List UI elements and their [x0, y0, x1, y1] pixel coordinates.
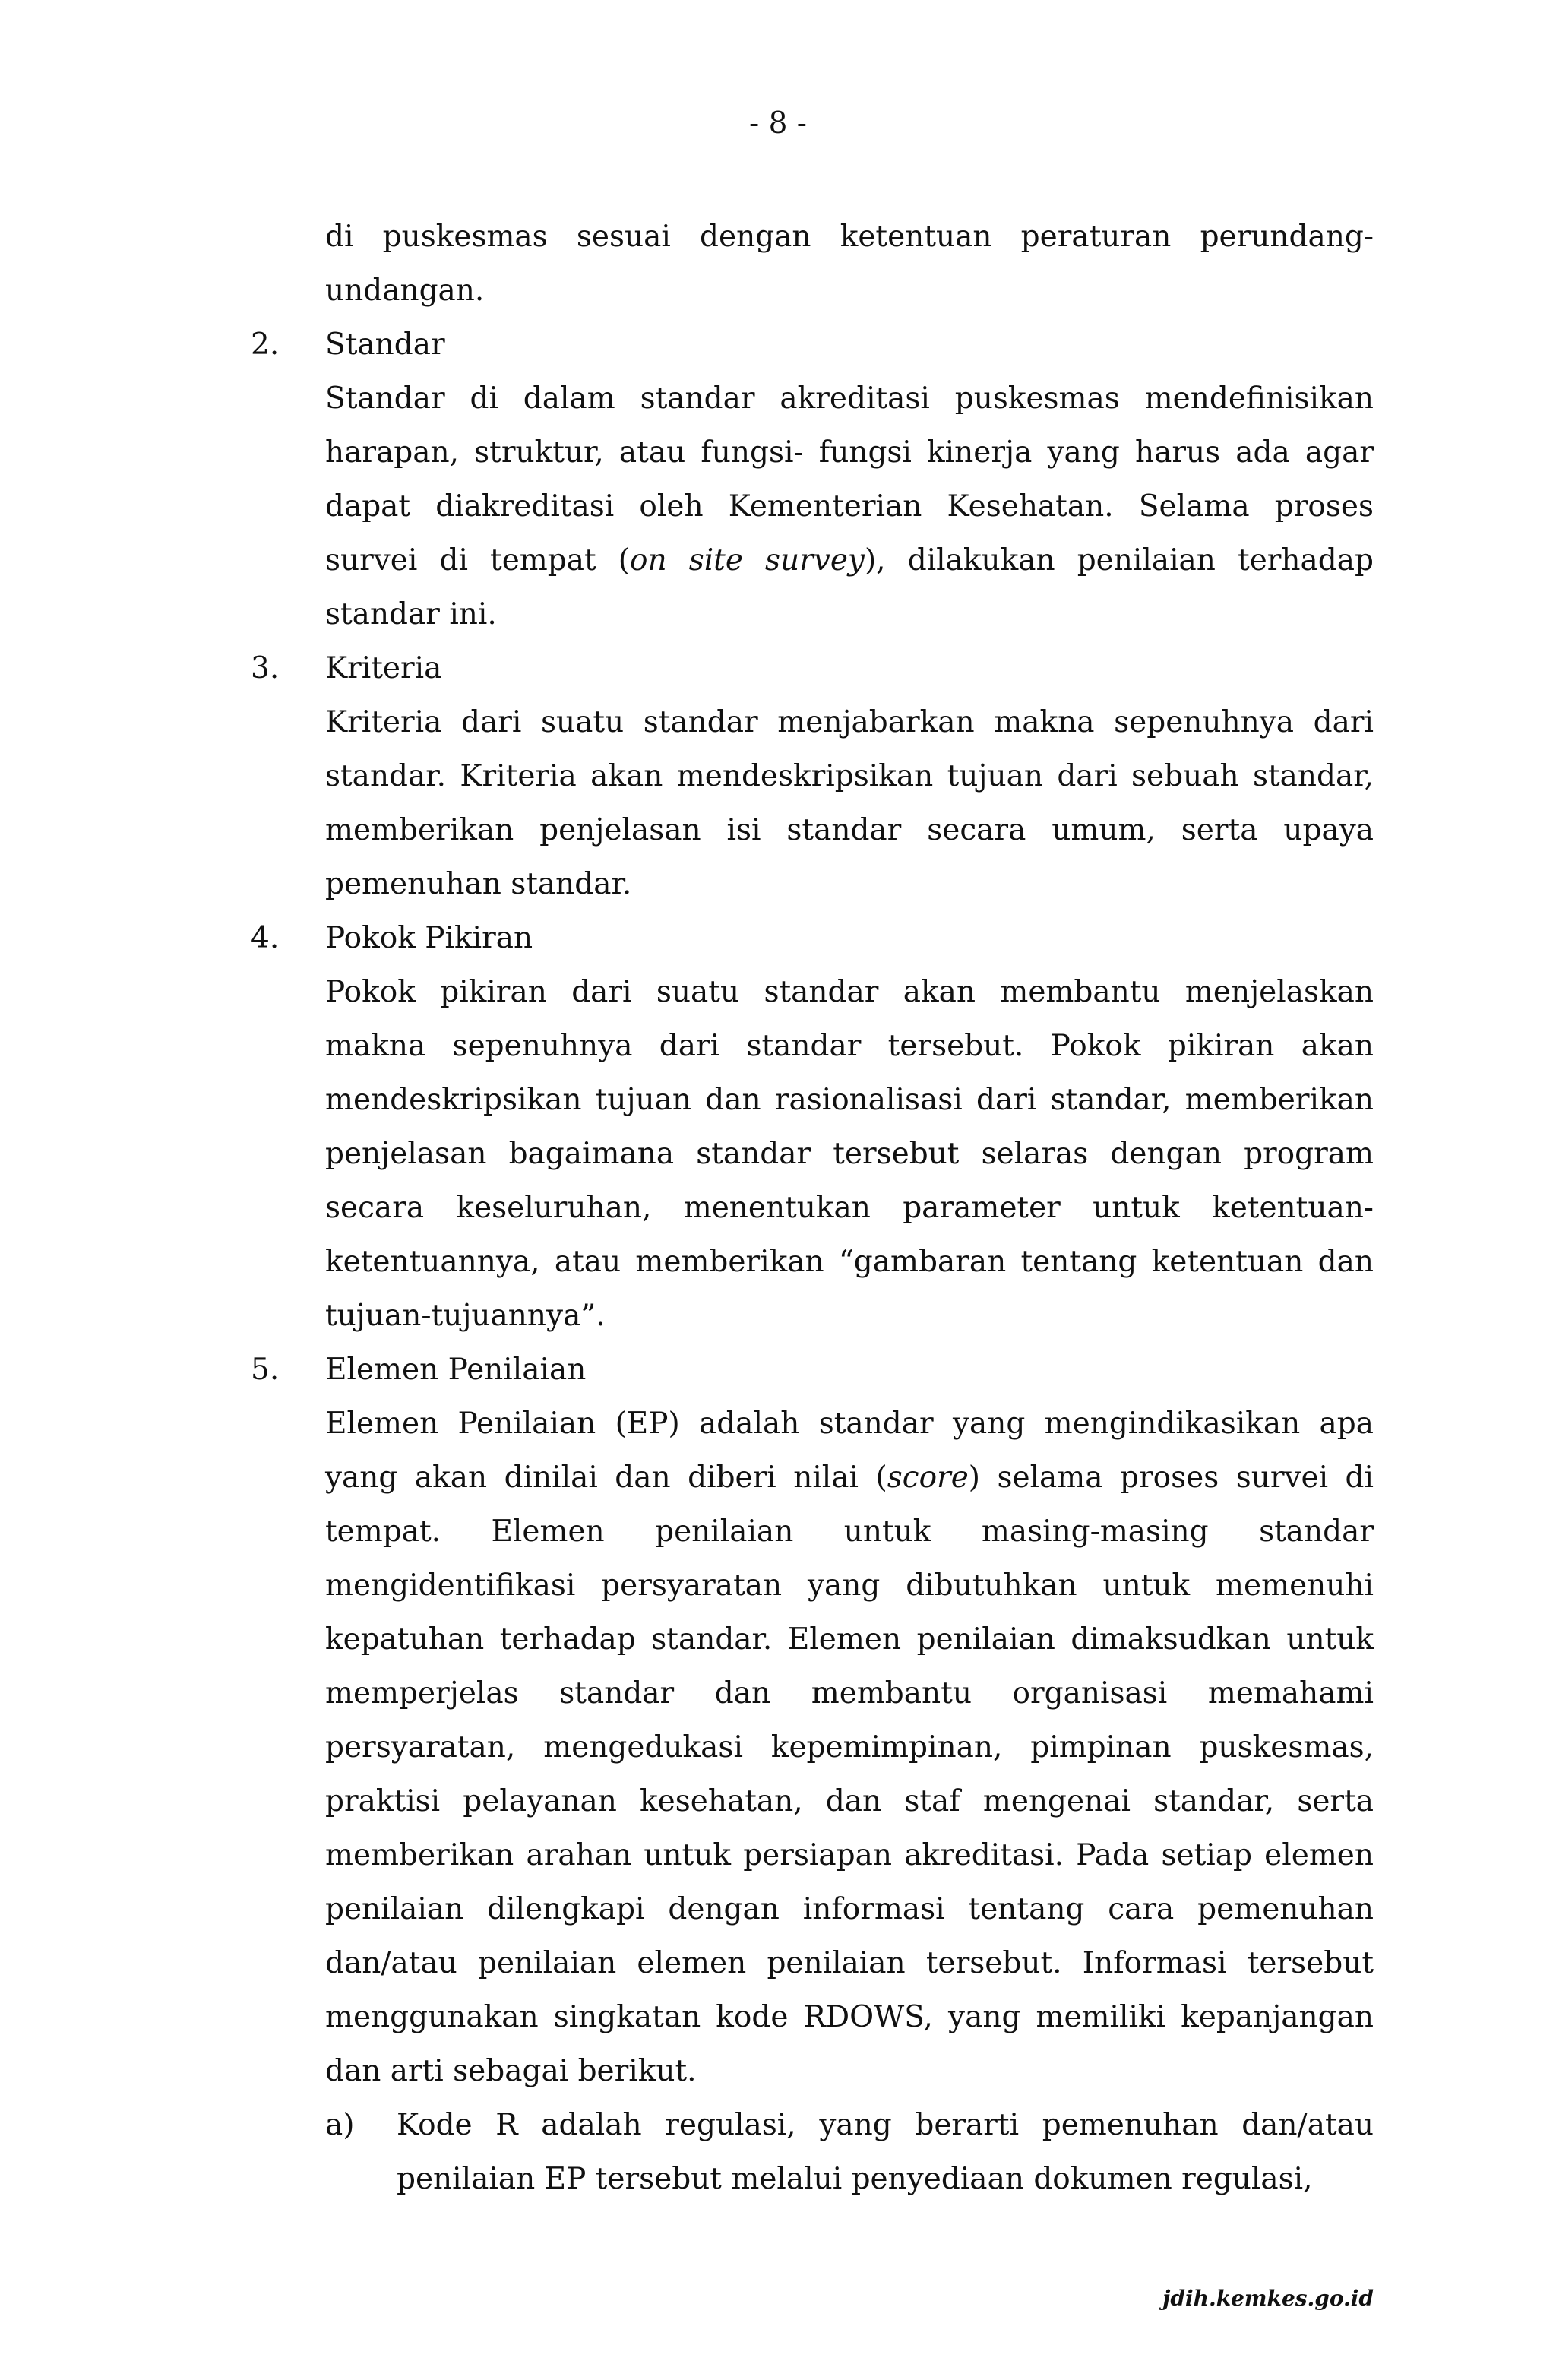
paragraph-text: ) selama proses survei di tempat. Elemen penilaian untuk masing-masing standar mengidentifikasi persyaratan yang dibutuhkan untuk memenuhi kepatuhan terhadap standar. Elemen penilaian dimaksudkan untuk memperjelas standar dan membantu organisasi memahami persyaratan, mengedukasi kepemimpinan, pimpinan puskesmas, praktisi pelayanan kesehatan, dan staf mengenai standar, serta memberikan arahan untuk persiapan akreditasi. Pada setiap elemen penilaian dilengkapi dengan informasi tentang cara pemenuhan dan/atau penilaian elemen penilaian tersebut. Informasi tersebut menggunakan singkatan kode RDOWS, yang memiliki kepanjangan dan arti sebagai berikut. [325, 1461, 1374, 2088]
item-number: 2. [251, 328, 280, 362]
page-number: - 8 - [749, 106, 807, 141]
item-paragraph [325, 372, 1374, 641]
item-paragraph [325, 1397, 1374, 2098]
item-pokok-pikiran [251, 911, 1374, 1343]
intro-paragraph: di puskesmas sesuai dengan ketentuan peraturan perundang-undangan. [325, 220, 1374, 308]
item-number: 3. [251, 651, 280, 685]
subitem-label: a) [325, 2108, 355, 2142]
item-number: 5. [251, 1353, 280, 1387]
paragraph-text: Standar di dalam standar akreditasi puskesmas mendefinisikan harapan, struktur, atau fungsi- fungsi kinerja yang harus ada agar dapat diakreditasi oleh Kementerian Kesehatan. Selama proses survei di tempat ( [325, 381, 1374, 578]
item-standar [251, 318, 1374, 641]
italic-term: on site survey [629, 543, 865, 578]
document-body [251, 210, 1374, 2206]
item-number: 4. [251, 921, 280, 955]
item-paragraph: Pokok pikiran dari suatu standar akan membantu menjelaskan makna sepenuhnya dari standar tersebut. Pokok pikiran akan mendeskripsikan tujuan dan rasionalisasi dari standar, memberikan penjelasan bagaimana standar tersebut selaras dengan program secara keseluruhan, menentukan parameter untuk ketentuan-ketentuannya, atau memberikan “gambaran tentang ketentuan dan tujuan-tujuannya”. [325, 975, 1374, 1333]
footer-source: jdih.kemkes.go.id [1162, 2286, 1374, 2311]
paragraph-text: Elemen Penilaian (EP) adalah standar yang mengindikasikan apa yang akan dinilai dan diberi nilai ( [325, 1407, 1374, 1495]
item-title: Standar [325, 328, 445, 362]
item-title: Elemen Penilaian [325, 1353, 587, 1387]
item-paragraph: Kriteria dari suatu standar menjabarkan makna sepenuhnya dari standar. Kriteria akan mendeskripsikan tujuan dari sebuah standar, memberikan penjelasan isi standar secara umum, serta upaya pemenuhan standar. [325, 705, 1374, 901]
item-title: Pokok Pikiran [325, 921, 533, 955]
item-kriteria [251, 641, 1374, 911]
subitem-paragraph: Kode R adalah regulasi, yang berarti pemenuhan dan/atau penilaian EP tersebut melalui penyediaan dokumen regulasi, [397, 2108, 1374, 2196]
paragraph-text: ), dilakukan penilaian terhadap standar ini. [325, 543, 1374, 631]
subitem-a [325, 2098, 1374, 2206]
item-title: Kriteria [325, 651, 442, 685]
italic-term: score [887, 1461, 969, 1495]
item-elemen-penilaian [251, 1343, 1374, 2206]
